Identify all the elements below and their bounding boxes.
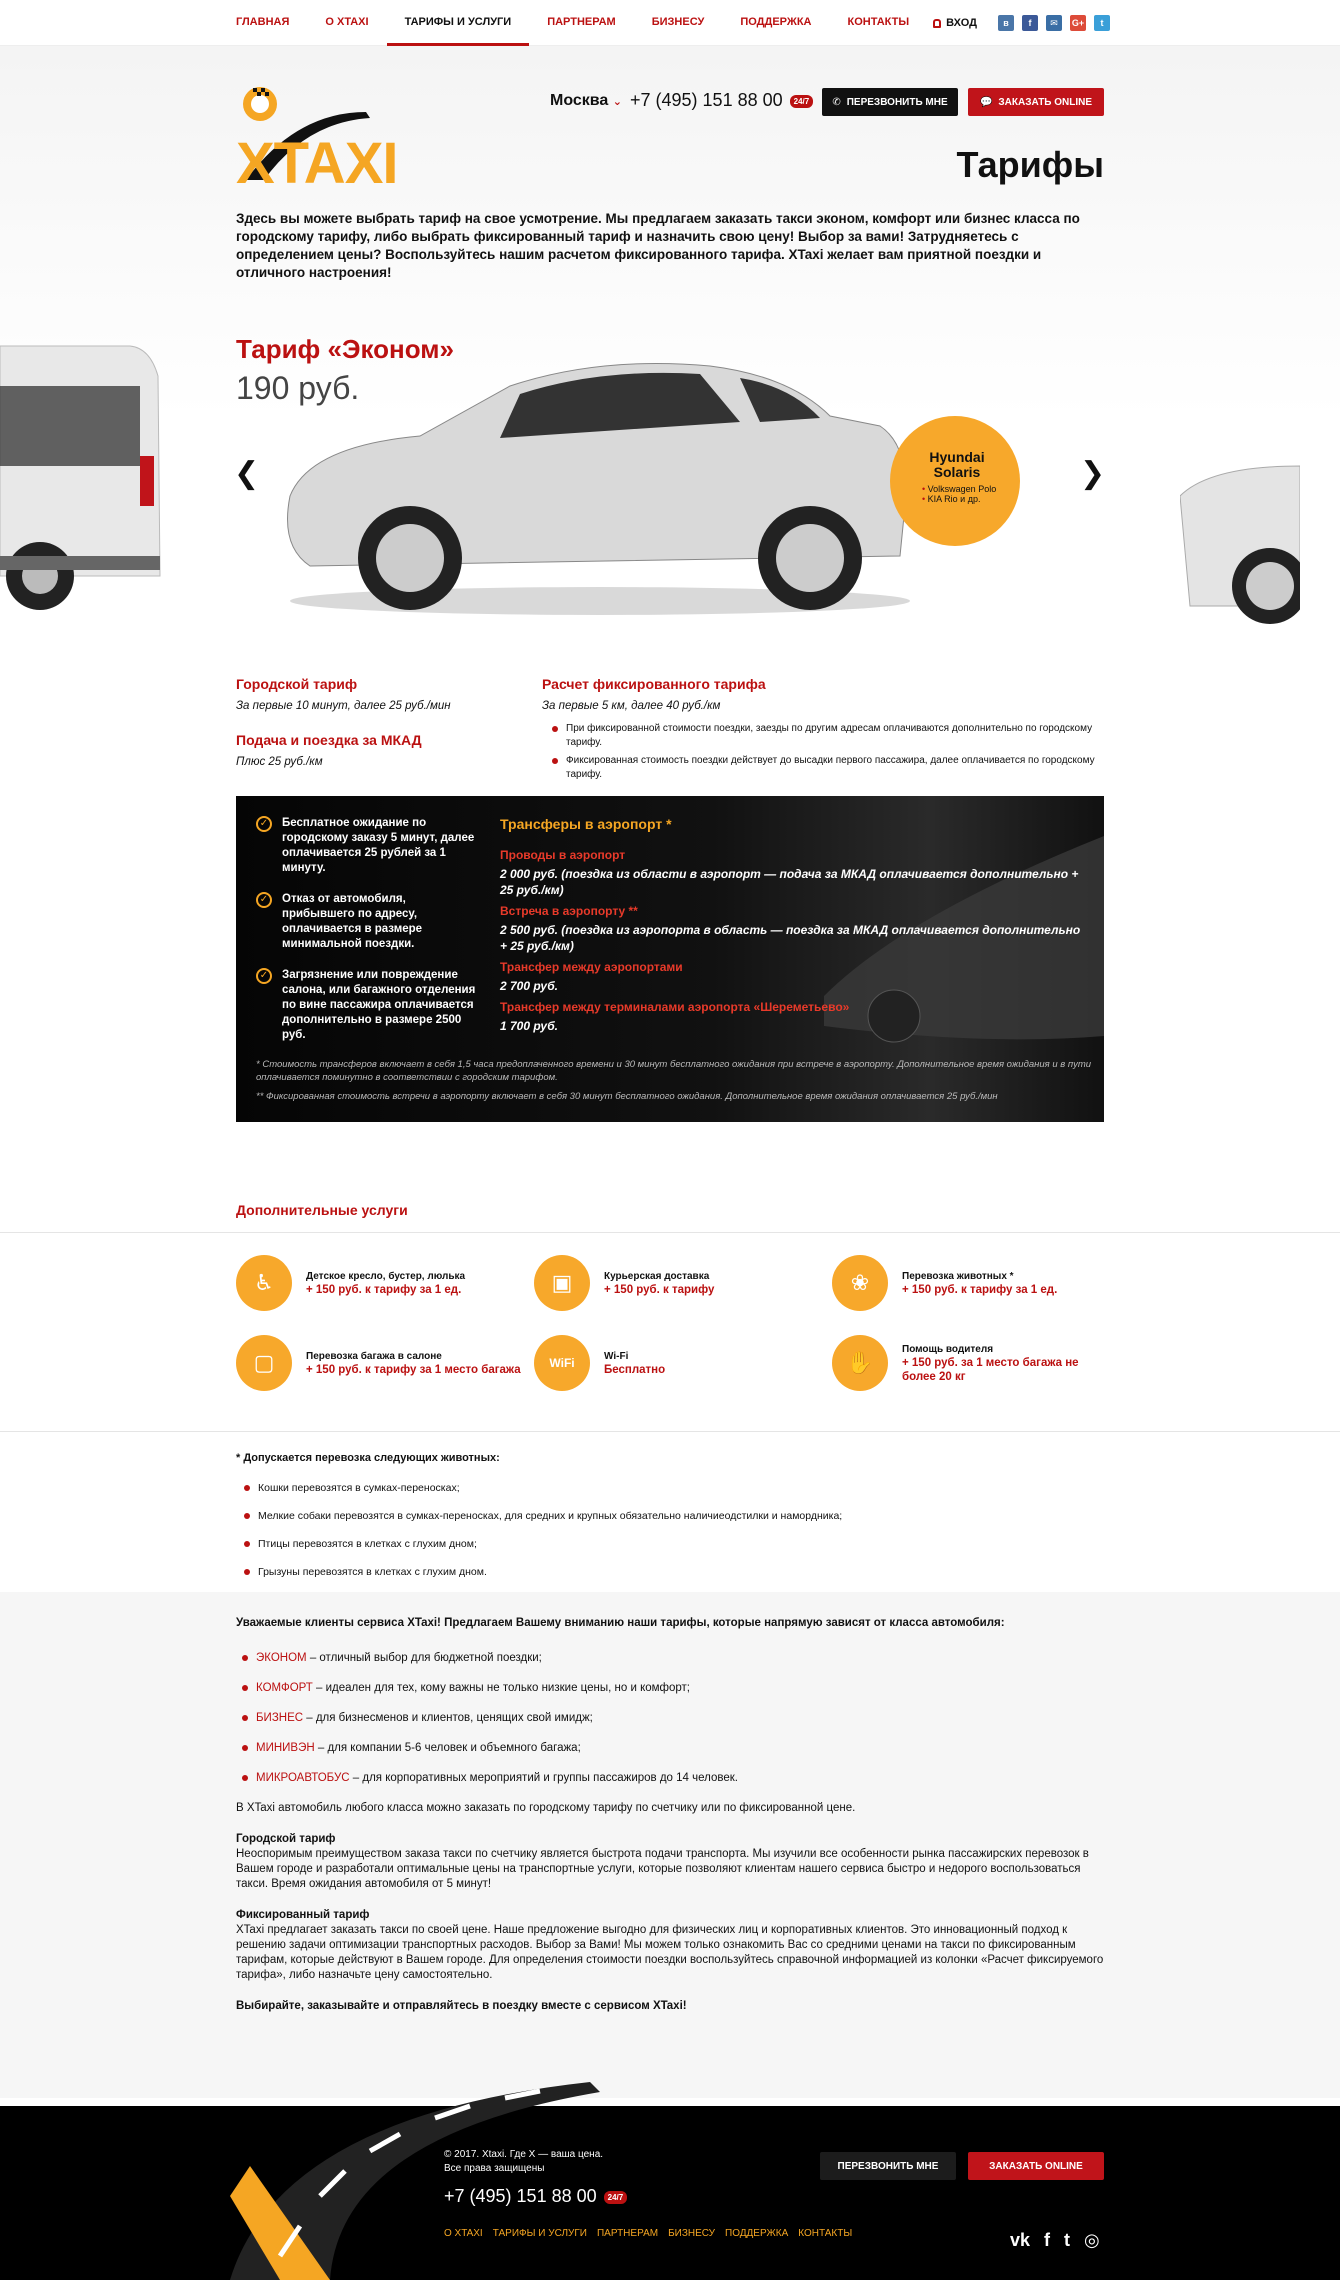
child-seat-icon: ♿: [236, 1255, 292, 1311]
seo-text: [230, 1592, 1110, 2014]
footer-nav-about[interactable]: О XTAXI: [444, 2228, 483, 2239]
additional-services: [0, 1232, 1340, 1432]
page-title: Тарифы: [956, 144, 1104, 185]
list-item: Фиксированная стоимость поездки действует до высадки первого пассажира, далее оплачивается по городскому тарифу.: [542, 754, 1112, 782]
condition-item: [256, 968, 476, 1043]
nav-partners[interactable]: ПАРТНЕРАМ: [547, 16, 616, 28]
service-name: Помощь водителя: [902, 1343, 994, 1355]
twitter-icon[interactable]: t: [1064, 2230, 1071, 2250]
car-image-next: [1180, 456, 1300, 636]
copyright-line: Все права защищены: [444, 2163, 545, 2174]
service-price: + 150 руб. к тарифу за 1 место багажа: [306, 1363, 521, 1376]
service-item: [230, 1335, 528, 1391]
main-menu: [230, 0, 927, 46]
service-item: [528, 1255, 826, 1311]
list-item: При фиксированной стоимости поездки, заезды по другим адресам оплачиваются дополнительно по городскому тарифу.: [542, 722, 1112, 750]
phone-number: +7 (495) 151 88 00: [630, 90, 783, 110]
mail-icon[interactable]: ✉: [1046, 15, 1062, 31]
fixed-tariff-notes: [542, 722, 1112, 782]
seo-text-section: [0, 1592, 1340, 2098]
slider-prev-arrow[interactable]: ❮: [234, 457, 260, 490]
service-price: + 150 руб. за 1 место багажа не более 20 кг: [902, 1356, 1079, 1383]
nav-support[interactable]: ПОДДЕРЖКА: [740, 16, 812, 28]
transfer-price: 2 700 руб.: [500, 979, 558, 993]
service-price: + 150 руб. к тарифу: [604, 1283, 715, 1296]
check-icon: ✓: [256, 816, 272, 832]
top-navigation: [0, 0, 1340, 46]
list-item: Мелкие собаки перевозятся в сумках-переносках, для средних и крупных обязательно наличиеодстилки и намордника;: [236, 1510, 1104, 1522]
transfers-list: [500, 816, 1090, 1034]
check-icon: ✓: [256, 968, 272, 984]
animals-list: [236, 1482, 1104, 1578]
list-item: Птицы перевозятся в клетках с глухим дном;: [236, 1538, 1104, 1550]
copyright-line: © 2017. Xtaxi. Где X — ваша цена.: [444, 2149, 604, 2160]
footer: [0, 2106, 1340, 2280]
service-item: [528, 1335, 826, 1391]
condition-text: Отказ от автомобиля, прибывшего по адресу, оплачивается в размере минимальной поездки.: [282, 893, 423, 950]
fixed-tariff-heading: Фиксированный тариф: [236, 1909, 370, 1921]
footer-menu: [444, 2228, 852, 2239]
class-link[interactable]: МИНИВЭН: [256, 1742, 315, 1754]
list-item: [236, 1771, 1104, 1786]
footer-nav-business[interactable]: БИЗНЕСУ: [668, 2228, 716, 2239]
vk-icon[interactable]: vk: [1010, 2230, 1031, 2250]
footer-callback-button[interactable]: ПЕРЕЗВОНИТЬ МНЕ: [820, 2152, 956, 2180]
city-tariff-heading: Городской тариф: [236, 1833, 336, 1845]
service-item: [826, 1335, 1110, 1391]
tariff-price: 190 руб.: [236, 370, 360, 406]
city-selector[interactable]: [550, 92, 622, 110]
animals-title: * Допускается перевозка следующих животных:: [236, 1452, 500, 1464]
phone-number: +7 (495) 151 88 00: [444, 2186, 597, 2206]
minivan-image: [0, 306, 230, 636]
tariff-details: [230, 676, 1110, 796]
transfer-price: 2 000 руб. (поездка из области в аэропорт — подача за МКАД оплачивается дополнительно + 25 руб./км): [500, 867, 1079, 897]
class-link[interactable]: МИКРОАВТОБУС: [256, 1772, 350, 1784]
service-price: + 150 руб. к тарифу за 1 ед.: [902, 1283, 1058, 1296]
seo-paragraph: XTaxi предлагает заказать такси по своей цене. Наше предложение выгодно для физических лиц и корпоративных клиентов. Это инновационный подход к решению задачи оптимизации транспортных расходов. Выбор за Вами! Мы можем только ознакомить Вас со средними ценами на такси по фиксированным тарифам, которые действуют в Вашем городе. Для определения стоимости поездки воспользуйтесь справочной информацией из колонки «Расчет фиксируемого тарифа», либо назначьте цену самостоятельно.: [236, 1924, 1104, 1981]
footer-nav-partners[interactable]: ПАРТНЕРАМ: [596, 2228, 659, 2239]
transfers-title: Трансферы в аэропорт *: [500, 816, 672, 832]
chevron-down-icon: ⌄: [612, 96, 622, 108]
list-item: [236, 1681, 1104, 1696]
intro-text: Здесь вы можете выбрать тариф на свое усмотрение. Мы предлагаем заказать такси эконом, комфорт или бизнес класса по городскому тарифу, либо выбрать фиксированный тариф и назначить свою цену! Выбор за вами! Затрудняетесь с определением цены? Воспользуйтесь нашим расчетом фиксированного тарифа. XTaxi желает вам приятной поездки и отличного настроения!: [236, 211, 1080, 280]
backpack-icon: ▢: [236, 1335, 292, 1391]
list-item: Грызуны перевозятся в клетках с глухим дном.: [236, 1566, 1104, 1578]
google-plus-icon[interactable]: G+: [1070, 15, 1086, 31]
service-name: Перевозка животных *: [902, 1270, 1014, 1282]
service-name: Wi-Fi: [604, 1350, 629, 1362]
car-alternatives: [922, 484, 1020, 504]
city-label: Москва: [550, 92, 609, 109]
class-desc: – для корпоративных мероприятий и группы пассажиров до 14 человек.: [349, 1772, 738, 1784]
seo-lead: Уважаемые клиенты сервиса XTaxi! Предлагаем Вашему вниманию наши тарифы, которые напрямую зависят от класса автомобиля:: [236, 1617, 1005, 1629]
mkad-title: Подача и поездка за МКАД: [236, 732, 422, 748]
header-phone[interactable]: [630, 90, 813, 111]
slider-next-arrow[interactable]: ❯: [1080, 457, 1106, 490]
chat-icon: 💬: [979, 96, 993, 108]
order-online-button[interactable]: [968, 88, 1104, 116]
login-label: ВХОД: [946, 17, 977, 29]
nav-home[interactable]: ГЛАВНАЯ: [236, 16, 290, 28]
class-link[interactable]: БИЗНЕС: [256, 1712, 304, 1724]
transfer-price: 2 500 руб. (поездка из аэропорта в область — поездка за МКАД оплачивается дополнительно + 25 руб./км): [500, 923, 1081, 953]
transfer-title: Проводы в аэропорт: [500, 848, 626, 862]
callback-button-label: ПЕРЕЗВОНИТЬ МНЕ: [846, 96, 948, 108]
footer-nav-contacts[interactable]: КОНТАКТЫ: [798, 2228, 853, 2239]
services-grid: [230, 1233, 1110, 1391]
condition-text: Загрязнение или повреждение салона, или багажного отделения по вине пассажира оплачивается дополнительно в размере 2500 руб.: [282, 969, 476, 1041]
list-item: [236, 1711, 1104, 1726]
wait-conditions: [256, 816, 476, 1059]
condition-text: Бесплатное ожидание по городскому заказу 5 минут, далее оплачивается 25 рублей за 1 минуту.: [282, 817, 475, 874]
footer-nav-tariffs[interactable]: ТАРИФЫ И УСЛУГИ: [492, 2228, 587, 2239]
list-item: Кошки перевозятся в сумках-переносках;: [236, 1482, 1104, 1494]
service-price: Бесплатно: [604, 1363, 666, 1376]
seo-closing: Выбирайте, заказывайте и отправляйтесь в поездку вместе с сервисом XTaxi!: [236, 2000, 687, 2012]
nav-about[interactable]: О XTAXI: [325, 16, 369, 28]
vk-icon[interactable]: в: [998, 15, 1014, 31]
footnote: ** Фиксированная стоимость встречи в аэропорту включает в себя 30 минут бесплатного ожидания. Дополнительное время ожидания оплачивается 25 руб./мин: [256, 1091, 998, 1102]
seo-paragraph: Неоспоримым преимуществом заказа такси по счетчику является быстрота подачи транспорта. Мы изучили все особенности рынка пассажирских перевозок в Вашем городе и разработали оптимальные цены на транспортные услуги, которые позволяют клиентам нашего сервиса быстро и недорого воспользоваться такси. Время ожидания автомобиля от 5 минут!: [236, 1848, 1089, 1890]
footer-copyright: [444, 2148, 603, 2176]
transfer-footnotes: [256, 1058, 1096, 1109]
service-name: Детское кресло, бустер, люлька: [306, 1270, 466, 1282]
footer-nav-support[interactable]: ПОДДЕРЖКА: [725, 2228, 789, 2239]
class-link[interactable]: ЭКОНОМ: [256, 1652, 307, 1664]
nav-business[interactable]: БИЗНЕСУ: [651, 16, 705, 28]
footer-social: [1010, 2230, 1100, 2251]
service-price: + 150 руб. к тарифу за 1 ед.: [306, 1283, 462, 1296]
car-model-name: Hyundai Solaris: [929, 449, 985, 480]
facebook-icon[interactable]: f: [1022, 15, 1038, 31]
helping-hand-icon: ✋: [832, 1335, 888, 1391]
order-online-label: ЗАКАЗАТЬ ONLINE: [998, 96, 1093, 108]
city-tariff-column: [236, 676, 526, 768]
additional-services-title: Дополнительные услуги: [236, 1202, 408, 1218]
fixed-tariff-title: Расчет фиксированного тарифа: [542, 676, 766, 692]
footer-phone[interactable]: [444, 2186, 627, 2207]
badge-24-7: 24/7: [604, 2191, 628, 2204]
class-desc: – для бизнесменов и клиентов, ценящих свой имидж;: [303, 1712, 593, 1724]
logo[interactable]: [236, 82, 476, 196]
tariff-slider: [230, 306, 1110, 666]
paw-icon: ❀: [832, 1255, 888, 1311]
condition-item: [256, 892, 476, 952]
city-tariff-text: За первые 10 минут, далее 25 руб./мин: [236, 700, 451, 712]
login-link[interactable]: [933, 17, 977, 29]
nav-contacts[interactable]: КОНТАКТЫ: [847, 16, 910, 28]
fixed-tariff-column: [542, 676, 1112, 786]
box-icon: ▣: [534, 1255, 590, 1311]
transfer-title: Трансфер между аэропортами: [500, 960, 683, 974]
badge-24-7: 24/7: [790, 95, 814, 108]
instagram-icon[interactable]: ◎: [1084, 2230, 1100, 2250]
tariff-name: Тариф «Эконом»: [236, 334, 454, 364]
lock-icon: [933, 19, 941, 28]
class-link[interactable]: КОМФОРТ: [256, 1682, 313, 1694]
service-name: Перевозка багажа в салоне: [306, 1350, 442, 1362]
class-desc: – отличный выбор для бюджетной поездки;: [306, 1652, 542, 1664]
car-classes-list: [236, 1651, 1104, 1786]
fixed-tariff-text: За первые 5 км, далее 40 руб./км: [542, 700, 721, 712]
mkad-text: Плюс 25 руб./км: [236, 756, 323, 768]
city-tariff-title: Городской тариф: [236, 676, 358, 692]
animals-rules: [230, 1432, 1110, 1592]
header: [230, 46, 1110, 206]
transfer-price: 1 700 руб.: [500, 1019, 558, 1033]
car-alt-item: • Volkswagen Polo: [922, 484, 1020, 494]
wifi-icon: WiFi: [534, 1335, 590, 1391]
callback-button[interactable]: [822, 88, 958, 116]
nav-tariffs[interactable]: ТАРИФЫ И УСЛУГИ: [387, 0, 530, 46]
transfer-title: Встреча в аэропорту **: [500, 904, 638, 918]
footnote: * Стоимость трансферов включает в себя 1,5 часа предоплаченного времени и 30 минут бесплатного ожидания при встрече в аэропорту. Дополнительное время ожидания и в пути оплачивается поминутно в соответствии с городским тарифом.: [256, 1059, 1092, 1083]
car-image: [270, 326, 930, 626]
list-item: [236, 1741, 1104, 1756]
airport-transfer-block: [236, 796, 1104, 1122]
class-desc: – для компании 5-6 человек и объемного багажа;: [314, 1742, 581, 1754]
condition-item: [256, 816, 476, 876]
seo-paragraph: В XTaxi автомобиль любого класса можно заказать по городскому тарифу по счетчику или по фиксированной цене.: [236, 1802, 856, 1814]
facebook-icon[interactable]: f: [1044, 2230, 1051, 2250]
phone-icon: ✆: [832, 96, 841, 108]
service-item: [826, 1255, 1110, 1311]
transfer-title: Трансфер между терминалами аэропорта «Шереметьево»: [500, 1000, 850, 1014]
list-item: [236, 1651, 1104, 1666]
service-item: [230, 1255, 528, 1311]
check-icon: ✓: [256, 892, 272, 908]
logo-text: XTAXI: [236, 131, 398, 196]
footer-order-button[interactable]: ЗАКАЗАТЬ ONLINE: [968, 2152, 1104, 2180]
car-alt-item: • KIA Rio и др.: [922, 494, 1020, 504]
class-desc: – идеален для тех, кому важны не только низкие цены, но и комфорт;: [312, 1682, 691, 1694]
social-links: [998, 15, 1110, 31]
service-name: Курьерская доставка: [604, 1270, 710, 1282]
twitter-icon[interactable]: t: [1094, 15, 1110, 31]
car-model-badge: [890, 416, 1020, 546]
